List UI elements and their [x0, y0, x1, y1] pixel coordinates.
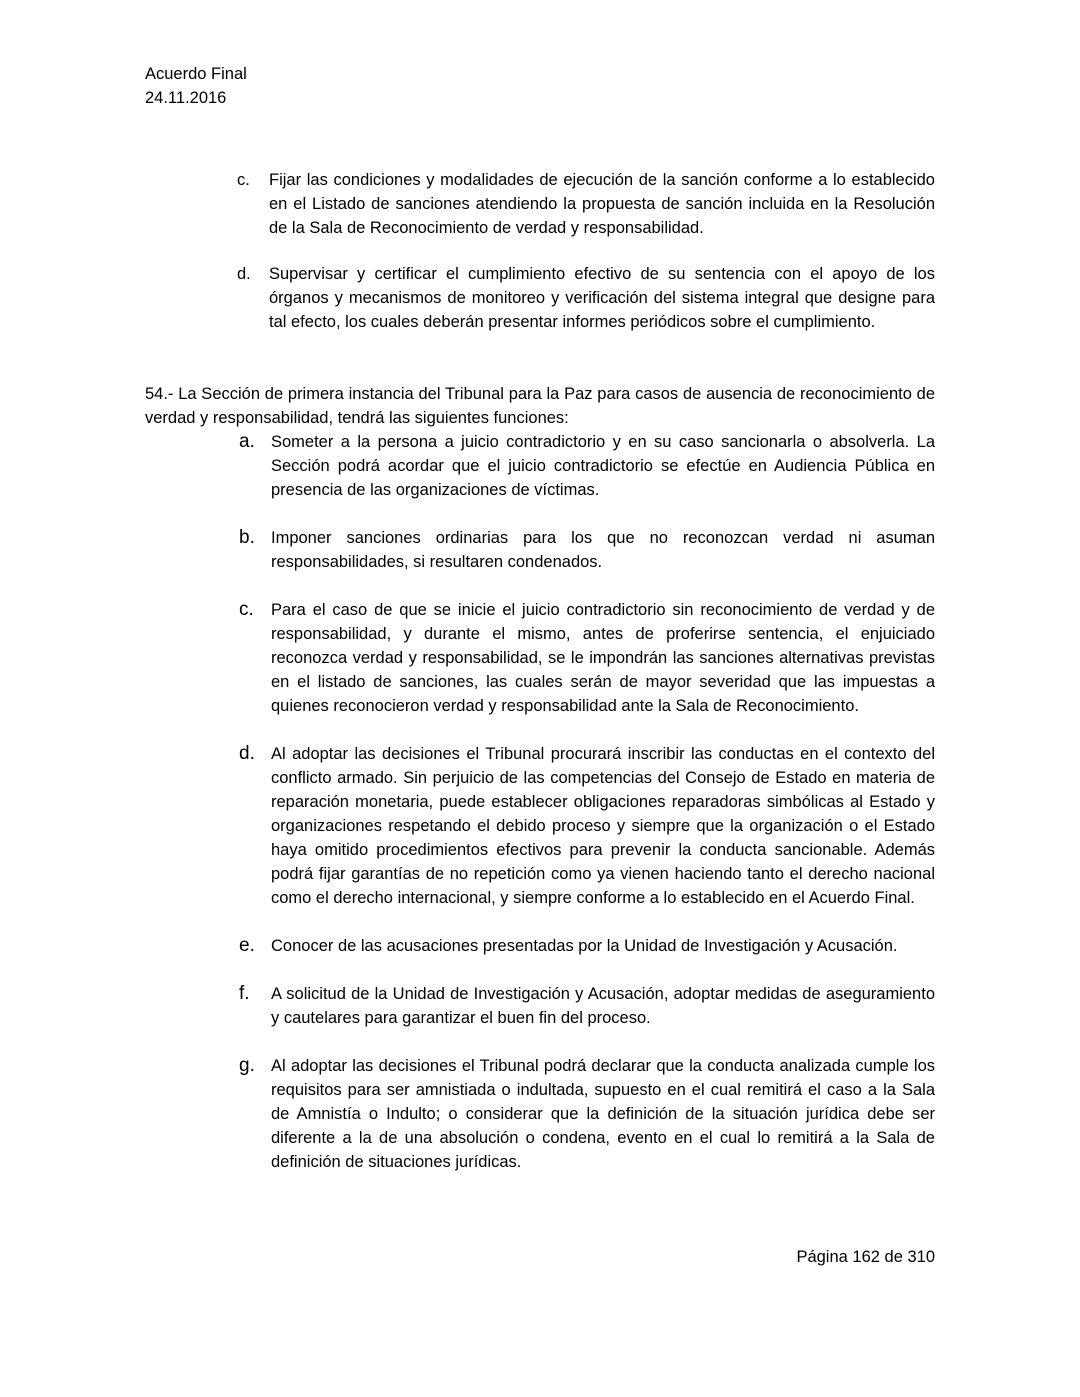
list-item-letter: a.: [239, 431, 255, 452]
list-item-text: Fijar las condiciones y modalidades de ejecución de la sanción conforme a lo establecido en el Listado de sanciones atendiendo la propuesta de sanción incluida en la Resolución de la Sala de Reconocimiento de verdad y responsabilidad.: [269, 171, 935, 237]
functions-list: [145, 430, 935, 1174]
list-item-text: Al adoptar las decisiones el Tribunal podrá declarar que la conducta analizada cumple los requisitos para ser amnistiada o indultada, supuesto en el cual remitirá el caso a la Sala de Amnistía o Indulto; o considerar que la definición de la situación jurídica debe ser diferente a la de una absolución o condena, evento en el cual lo remitirá a la Sala de definición de situaciones jurídicas.: [271, 1057, 935, 1171]
article-54: [145, 382, 935, 1174]
list-item-text: Someter a la persona a juicio contradictorio y en su caso sancionarla o absolverla. La Sección podrá acordar que el juicio contradictorio se efectúe en Audiencia Pública en presencia de las organizaciones de víctimas.: [271, 433, 935, 499]
list-item: [145, 526, 935, 574]
list-item-letter: c.: [239, 599, 254, 620]
list-item-letter: c.: [237, 171, 250, 189]
list-item-text: Supervisar y certificar el cumplimiento efectivo de su sentencia con el apoyo de los órganos y mecanismos de monitoreo y verificación del sistema integral que designe para tal efecto, los cuales deberán presentar informes periódicos sobre el cumplimiento.: [269, 265, 935, 331]
list-item: [145, 598, 935, 718]
page-number: Página 162 de 310: [796, 1248, 935, 1266]
list-item-letter: e.: [239, 935, 255, 956]
list-item: [145, 934, 935, 958]
list-item-letter: g.: [239, 1055, 255, 1076]
list-item-letter: d.: [239, 743, 255, 764]
list-item-letter: d.: [237, 265, 251, 283]
document-date: 24.11.2016: [145, 89, 227, 107]
list-item-letter: b.: [239, 527, 255, 548]
document-header: [145, 62, 247, 110]
list-item: [145, 982, 935, 1030]
list-item-text: Al adoptar las decisiones el Tribunal procurará inscribir las conductas en el contexto del conflicto armado. Sin perjuicio de las competencias del Consejo de Estado en materia de reparación monetaria, puede establecer obligaciones reparadoras simbólicas al Estado y organizaciones respetando el debido proceso y siempre que la organización o el Estado haya omitido procedimientos efectivos para prevenir la conducta sancionable. Además podrá fijar garantías de no repetición como ya vienen haciendo tanto el derecho nacional como el derecho internacional, y siempre conforme a lo establecido en el Acuerdo Final.: [271, 745, 935, 907]
article-intro: 54.- La Sección de primera instancia del Tribunal para la Paz para casos de ausencia de reconocimiento de verdad y responsabilidad, tendrá las siguientes funciones:: [145, 385, 935, 427]
list-item-text: Conocer de las acusaciones presentadas por la Unidad de Investigación y Acusación.: [271, 937, 898, 955]
list-item-text: A solicitud de la Unidad de Investigación y Acusación, adoptar medidas de aseguramiento y cautelares para garantizar el buen fin del proceso.: [271, 985, 935, 1027]
list-item: [145, 262, 935, 334]
list-item: [145, 1054, 935, 1174]
list-item: [145, 430, 935, 502]
list-item-text: Para el caso de que se inicie el juicio contradictorio sin reconocimiento de verdad y de responsabilidad, y durante el mismo, antes de proferirse sentencia, el enjuiciado reconozca verdad y responsabilidad, se le impondrán las sanciones alternativas previstas en el listado de sanciones, las cuales serán de mayor severidad que las impuestas a quienes reconocieron verdad y responsabilidad ante la Sala de Reconocimiento.: [271, 601, 935, 715]
continued-list: [145, 168, 935, 334]
list-item: [145, 742, 935, 910]
list-item: [145, 168, 935, 240]
list-item-text: Imponer sanciones ordinarias para los que no reconozcan verdad ni asuman responsabilidades, si resultaren condenados.: [271, 529, 935, 571]
list-item-letter: f.: [239, 983, 250, 1004]
document-title: Acuerdo Final: [145, 65, 247, 83]
